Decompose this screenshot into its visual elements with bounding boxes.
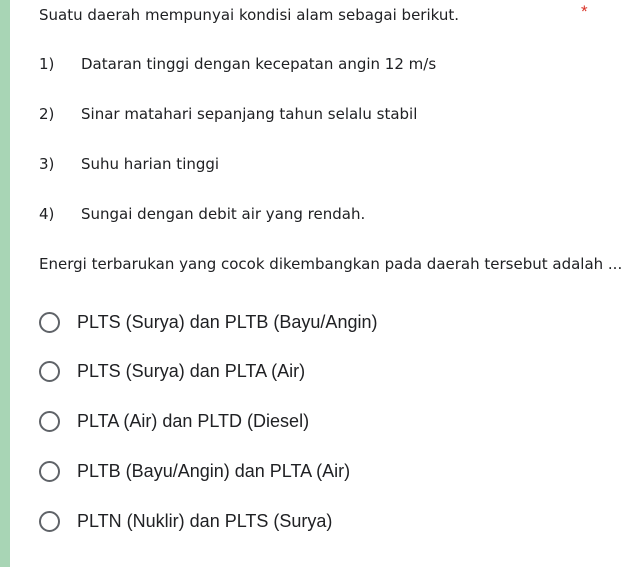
- option-label: PLTB (Bayu/Angin) dan PLTA (Air): [77, 460, 351, 481]
- option-label: PLTA (Air) dan PLTD (Diesel): [77, 410, 310, 431]
- radio-button-icon[interactable]: [39, 511, 60, 532]
- answer-option-2[interactable]: [39, 356, 305, 386]
- answer-option-3[interactable]: [39, 406, 309, 436]
- condition-text: Dataran tinggi dengan kecepatan angin 12 m/s: [81, 55, 437, 73]
- required-asterisk: *: [581, 2, 588, 21]
- condition-text: Suhu harian tinggi: [81, 155, 220, 173]
- condition-item: [39, 53, 436, 75]
- condition-number: 4): [39, 205, 55, 223]
- question-intro: Suatu daerah mempunyai kondisi alam sebagai berikut.: [39, 6, 460, 24]
- condition-number: 2): [39, 105, 55, 123]
- radio-button-icon[interactable]: [39, 361, 60, 382]
- question-card: [10, 0, 642, 567]
- question-prompt: Energi terbarukan yang cocok dikembangkan pada daerah tersebut adalah ...: [39, 255, 623, 273]
- option-label: PLTS (Surya) dan PLTA (Air): [77, 360, 306, 381]
- radio-button-icon[interactable]: [39, 411, 60, 432]
- condition-number: 3): [39, 155, 55, 173]
- answer-option-5[interactable]: [39, 506, 332, 536]
- answer-option-4[interactable]: [39, 456, 350, 486]
- condition-item: [39, 203, 365, 225]
- radio-button-icon[interactable]: [39, 461, 60, 482]
- option-label: PLTN (Nuklir) dan PLTS (Surya): [77, 510, 333, 531]
- condition-item: [39, 103, 417, 125]
- radio-button-icon[interactable]: [39, 312, 60, 333]
- answer-option-1[interactable]: [39, 307, 377, 337]
- option-label: PLTS (Surya) dan PLTB (Bayu/Angin): [77, 311, 378, 332]
- condition-item: [39, 153, 219, 175]
- condition-text: Sungai dengan debit air yang rendah.: [81, 205, 366, 223]
- condition-number: 1): [39, 55, 55, 73]
- condition-text: Sinar matahari sepanjang tahun selalu stabil: [81, 105, 418, 123]
- form-accent-bar: [0, 0, 10, 567]
